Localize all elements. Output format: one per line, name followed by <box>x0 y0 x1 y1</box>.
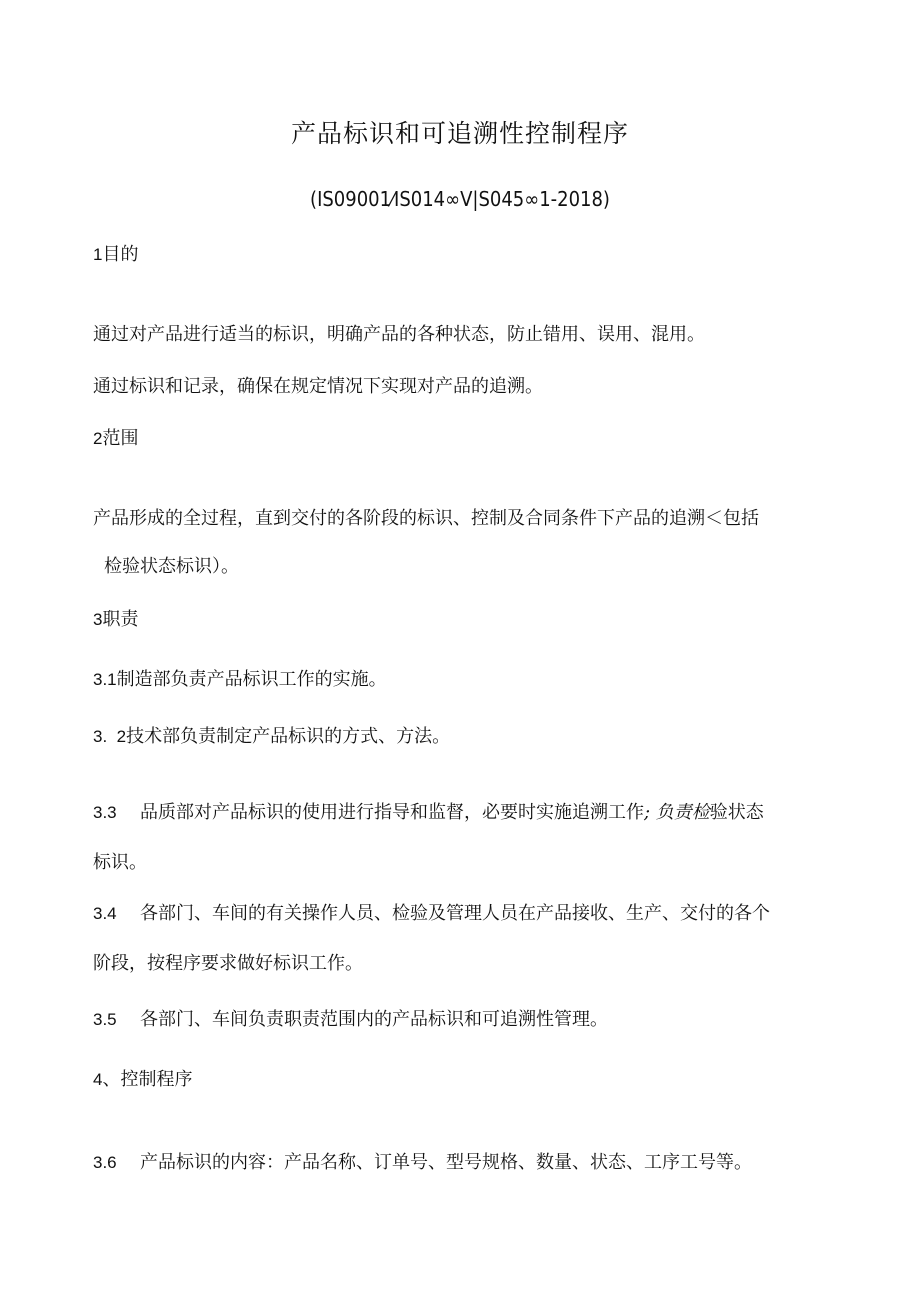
responsibility-item-3-4 <box>93 903 770 925</box>
section-heading-scope <box>93 428 138 450</box>
item-number: 3.5 <box>93 1010 117 1029</box>
section-heading-text: 、控制程序 <box>102 1069 193 1090</box>
responsibility-item-3-5 <box>93 1009 608 1031</box>
responsibility-item-3-1 <box>93 669 387 691</box>
section-heading-text: 目的 <box>102 244 139 265</box>
item-text: 各部门、车间负责职责范围内的产品标识和可追溯性管理。 <box>140 1009 608 1030</box>
section-heading-text: 职责 <box>102 609 139 630</box>
responsibility-item-3-2 <box>93 726 450 748</box>
item-text: 技术部负责制定产品标识的方式、方法。 <box>126 726 451 747</box>
item-text-end: 验状态 <box>709 802 764 823</box>
section-number: 4 <box>93 1070 103 1089</box>
responsibility-item-3-3-line-2: 标识。 <box>93 852 147 873</box>
document-title: 产品标识和可追溯性控制程序 <box>290 119 629 148</box>
section-number: 1 <box>93 245 103 264</box>
purpose-paragraph-2: 通过标识和记录，确保在规定情况下实现对产品的追溯。 <box>93 376 543 397</box>
scope-paragraph-line-1: 产品形成的全过程，直到交付的各阶段的标识、控制及合同条件下产品的追溯＜包括 <box>93 508 759 529</box>
responsibility-item-3-4-line-2: 阶段，按程序要求做好标识工作。 <box>93 953 363 974</box>
item-number: 3.6 <box>93 1153 117 1172</box>
section-heading-purpose <box>93 244 138 266</box>
section-number: 2 <box>93 429 103 448</box>
procedure-item-3-6 <box>93 1152 752 1174</box>
item-number: 3. 2 <box>93 727 127 746</box>
scope-paragraph-line-2: 检验状态标识）。 <box>104 556 239 577</box>
item-number: 3.3 <box>93 803 117 822</box>
section-heading-responsibilities <box>93 609 138 631</box>
item-text: 品质部对产品标识的使用进行指导和监督，必要时实施追溯工作 <box>140 802 644 823</box>
section-heading-text: 范围 <box>102 428 139 449</box>
purpose-paragraph-1: 通过对产品进行适当的标识，明确产品的各种状态，防止错用、误用、混用。 <box>93 324 705 345</box>
item-number: 3.1 <box>93 670 117 689</box>
item-text: 产品标识的内容：产品名称、订单号、型号规格、数量、状态、工序工号等。 <box>140 1152 752 1173</box>
item-text: 各部门、车间的有关操作人员、检验及管理人员在产品接收、生产、交付的各个 <box>140 903 770 924</box>
document-subtitle: (IS09001⁄IS014∞V|S045∞1-2018) <box>310 187 610 211</box>
responsibility-item-3-3 <box>93 802 764 824</box>
item-text-italic: ; 负责检 <box>644 802 710 823</box>
item-number: 3.4 <box>93 904 117 923</box>
section-number: 3 <box>93 610 103 629</box>
item-text: 制造部负责产品标识工作的实施。 <box>116 669 387 690</box>
section-heading-control-procedure <box>93 1069 192 1091</box>
